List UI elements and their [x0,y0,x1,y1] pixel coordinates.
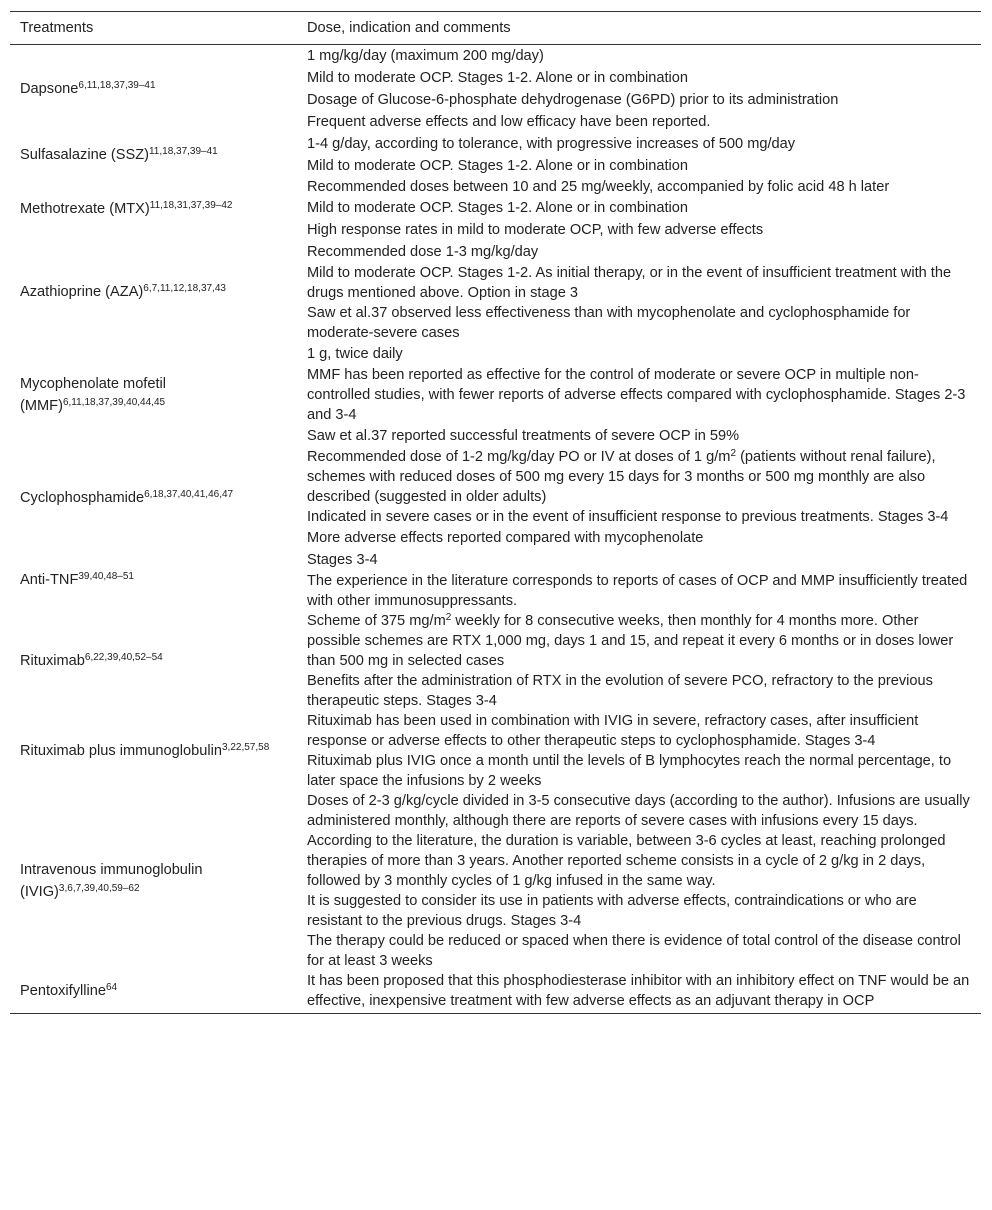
treatment-refs: 39,40,48–51 [78,571,134,582]
treatment-cell [10,447,297,549]
table-row [10,177,981,241]
dose-line: Recommended dose 1-3 mg/kg/day [307,244,539,260]
treatment-refs: 6,22,39,40,52–54 [84,652,163,663]
dose-line: Saw et al.37 reported successful treatments of severe OCP in 59% [307,428,740,444]
treatment-refs: 6,11,18,37,39,40,44,45 [62,397,166,408]
dose-line: Mild to moderate OCP. Stages 1-2. As initial therapy, or in the event of insufficient treatment with the drugs mentioned above. Option in stage 3 [307,265,952,301]
dose-line: 1-4 g/day, according to tolerance, with progressive increases of 500 mg/day [307,136,796,152]
dose-cell [297,711,981,791]
dose-line: Mild to moderate OCP. Stages 1-2. Alone or in combination [307,200,688,216]
treatment-name: Pentoxifylline [20,983,106,999]
treatment-name: Rituximab plus immunoglobulin [20,743,222,759]
treatments-table [10,11,981,1014]
dose-line: Benefits after the administration of RTX in the evolution of severe PCO, refractory to the previous therapeutic steps. Stages 3-4 [307,673,933,709]
dose-line: It has been proposed that this phosphodiesterase inhibitor with an inhibitory effect on TNF would be an effective, inexpensive treatment with few adverse effects as an adjuvant therapy in OCP [307,973,970,1009]
treatment-cell [10,133,297,177]
treatment-name: Anti-TNF [20,572,79,588]
table-row [10,549,981,611]
dose-line: Indicated in severe cases or in the event of insufficient response to previous treatments. Stages 3-4 [307,509,949,525]
treatment-cell [10,177,297,241]
treatment-name: Mycophenolate mofetil (MMF) [20,376,167,414]
table-row [10,971,981,1014]
treatment-refs: 3,22,57,58 [221,742,270,753]
treatment-name: Rituximab [20,653,85,669]
dose-line: It is suggested to consider its use in patients with adverse effects, contraindications or who are resistant to the previous drugs. Stages 3-4 [307,893,917,929]
dose-line: More adverse effects reported compared with mycophenolate [307,530,704,546]
table-row [10,711,981,791]
treatment-cell [10,791,297,971]
table-row [10,343,981,447]
dose-cell [297,791,981,971]
treatment-cell [10,549,297,611]
table-row [10,611,981,711]
treatment-cell [10,611,297,711]
treatment-refs: 3,6,7,39,40,59–62 [58,883,140,894]
dose-line: Doses of 2-3 g/kg/cycle divided in 3-5 consecutive days (according to the author). Infusions are usually administered monthly, although there are reports of severe cases with infusions every 15 days. According to the literature, the duration is variable, between 3-6 cycles at least, reaching prolonged therapies of more than 3 years. Another reported scheme consists in a cycle of 2 g/kg in 2 days, followed by 3 monthly cycles of 1 g/kg infused in the same way. [307,793,970,889]
dose-line: The experience in the literature corresponds to reports of cases of OCP and MMP insufficiently treated with other immunosuppressants. [307,573,968,609]
table-row [10,133,981,177]
dose-line: Mild to moderate OCP. Stages 1-2. Alone or in combination [307,158,688,174]
dose-line: Mild to moderate OCP. Stages 1-2. Alone or in combination [307,70,688,86]
dose-cell [297,241,981,343]
treatment-cell [10,711,297,791]
treatment-cell [10,971,297,1014]
dose-line: Saw et al.37 observed less effectiveness than with mycophenolate and cyclophosphamide for moderate-severe cases [307,305,911,341]
dose-line: Dosage of Glucose-6-phosphate dehydrogenase (G6PD) prior to its administration [307,92,839,108]
dose-line: The therapy could be reduced or spaced when there is evidence of total control of the disease control for at least 3 weeks [307,933,961,969]
dose-cell [297,611,981,711]
treatment-name: Intravenous immunoglobulin (IVIG) [20,862,203,900]
dose-line: Rituximab plus IVIG once a month until the levels of B lymphocytes reach the normal percentage, to later space the infusions by 2 weeks [307,753,952,789]
dose-cell [297,971,981,1014]
treatment-refs: 64 [106,982,118,993]
treatment-name: Azathioprine (AZA) [20,284,144,300]
dose-line: MMF has been reported as effective for the control of moderate or severe OCP in multiple non-controlled studies, with fewer reports of adverse effects compared with cyclophosphamide. Stages 2-3 and 3-4 [307,367,966,423]
dose-line: 1 g, twice daily [307,346,403,362]
dose-line: Scheme of 375 $mg/m^2$ weekly for 8 consecutive weeks, then monthly for 4 months more. Other possible schemes are RTX 1,000 mg, days 1 and 15, and repeat it every 6 months or in doses lower than 500 mg in selected cases [307,612,954,669]
treatment-name: Cyclophosphamide [20,490,145,506]
dose-cell [297,45,981,134]
dose-line: Frequent adverse effects and low efficacy have been reported. [307,114,711,130]
dose-line: Rituximab has been used in combination with IVIG in severe, refractory cases, after insufficient response or adverse effects to other therapeutic steps to cyclophosphamide. Stages 3-4 [307,713,919,749]
dose-line: Recommended doses between 10 and 25 mg/weekly, accompanied by folic acid 48 h later [307,179,890,195]
treatment-refs: 6,11,18,37,39–41 [78,80,156,91]
dose-cell [297,133,981,177]
table-row [10,241,981,343]
dose-line: Stages 3-4 [307,552,378,568]
dose-cell [297,447,981,549]
table-row [10,45,981,134]
treatment-refs: 6,7,11,12,18,37,43 [143,283,226,294]
treatment-cell [10,241,297,343]
treatment-cell [10,45,297,134]
dose-cell [297,549,981,611]
header-dose: Dose, indication and comments [297,12,981,45]
table-row [10,447,981,549]
treatment-cell [10,343,297,447]
treatment-name: Dapsone [20,81,79,97]
dose-line: 1 mg/kg/day (maximum 200 mg/day) [307,48,544,64]
treatment-refs: 11,18,31,37,39–42 [149,200,233,211]
header-row [10,12,981,45]
dose-line: Recommended dose of 1-2 mg/kg/day PO or IV at doses of 1 $g/m^2$ (patients without renal failure), schemes with reduced doses of 500 mg every 15 days for 3 months or 500 mg monthly are also described (suggested in older adults) [307,448,936,505]
dose-cell [297,177,981,241]
dose-cell [297,343,981,447]
treatment-refs: 6,18,37,40,41,46,47 [144,489,234,500]
table-row [10,791,981,971]
dose-line: High response rates in mild to moderate OCP, with few adverse effects [307,222,764,238]
treatment-refs: 11,18,37,39–41 [148,146,218,157]
table-body [10,45,981,1014]
header-treatments: Treatments [10,12,297,45]
treatment-name: Methotrexate (MTX) [20,201,150,217]
treatment-name: Sulfasalazine (SSZ) [20,147,149,163]
